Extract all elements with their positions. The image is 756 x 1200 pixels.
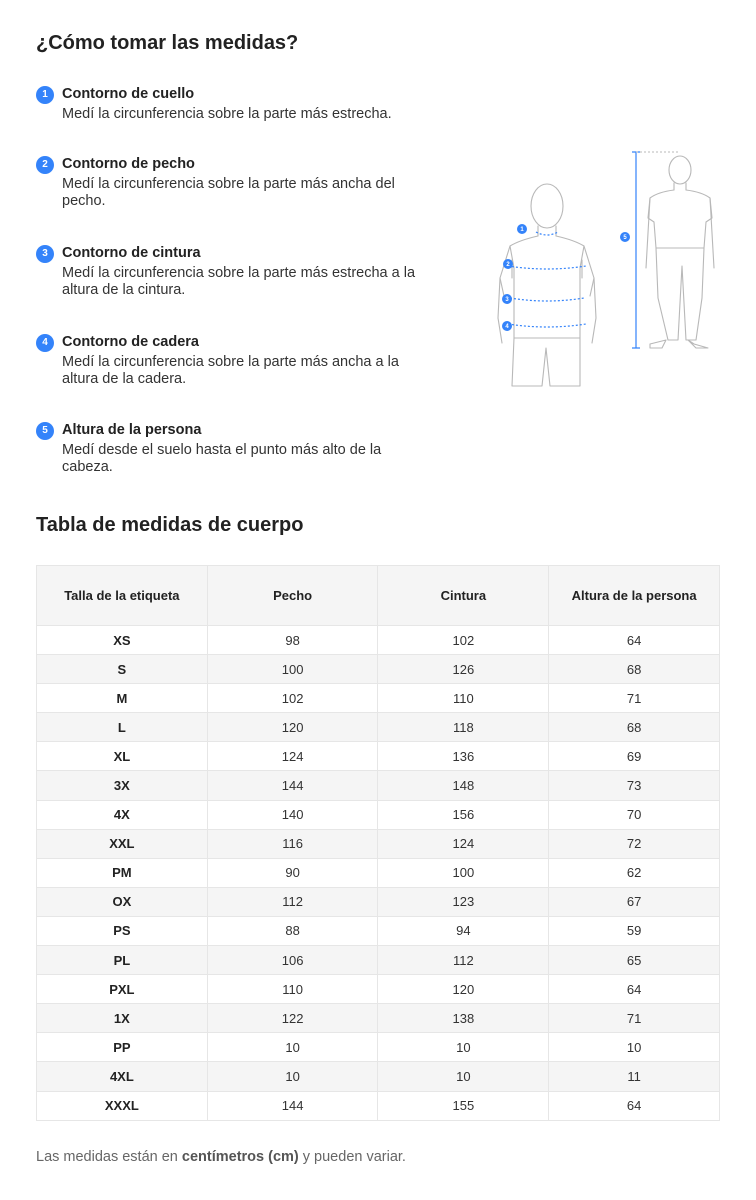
footnote-suffix: y pueden variar. <box>298 1149 406 1165</box>
step-waist <box>36 244 426 299</box>
cell-size: 1X <box>37 1004 208 1033</box>
cell-waist: 123 <box>378 887 549 916</box>
table-row <box>37 1091 720 1120</box>
cell-chest: 98 <box>207 626 378 655</box>
footnote-unit: centímetros (cm) <box>181 1149 299 1165</box>
table-row <box>37 713 720 742</box>
table-row <box>37 916 720 945</box>
cell-height: 64 <box>549 626 720 655</box>
cell-waist: 155 <box>378 1091 549 1120</box>
table-row <box>37 800 720 829</box>
step-chest <box>36 155 426 210</box>
cell-height: 59 <box>549 916 720 945</box>
table-row <box>37 975 720 1004</box>
cell-height: 64 <box>549 1091 720 1120</box>
cell-height: 67 <box>549 887 720 916</box>
cell-size: 4XL <box>37 1062 208 1091</box>
figure-marker-label: 3 <box>505 297 509 303</box>
size-table-body <box>37 626 720 1121</box>
cell-waist: 102 <box>378 626 549 655</box>
step-number-badge: 2 <box>36 156 54 174</box>
step-number-badge: 4 <box>36 334 54 352</box>
cell-chest: 90 <box>207 858 378 887</box>
cell-chest: 10 <box>207 1033 378 1062</box>
cell-waist: 112 <box>378 946 549 975</box>
cell-waist: 136 <box>378 742 549 771</box>
cell-height: 72 <box>549 829 720 858</box>
cell-chest: 144 <box>207 771 378 800</box>
table-row <box>37 684 720 713</box>
cell-chest: 116 <box>207 829 378 858</box>
table-row <box>37 626 720 655</box>
table-row <box>37 858 720 887</box>
step-description: Medí la circunferencia sobre la parte más ancha a la altura de la cadera. <box>62 354 399 387</box>
cell-chest: 140 <box>207 800 378 829</box>
header-height: Altura de la persona <box>549 566 720 626</box>
table-row <box>37 887 720 916</box>
table-row <box>37 655 720 684</box>
step-title: Contorno de cintura <box>62 245 201 261</box>
footnote-prefix: Las medidas están en <box>36 1149 182 1165</box>
figure-marker-label: 5 <box>623 235 627 241</box>
cell-height: 71 <box>549 684 720 713</box>
units-footnote <box>36 1149 406 1165</box>
cell-chest: 122 <box>207 1004 378 1033</box>
cell-waist: 118 <box>378 713 549 742</box>
cell-height: 65 <box>549 946 720 975</box>
cell-waist: 94 <box>378 916 549 945</box>
cell-height: 70 <box>549 800 720 829</box>
cell-waist: 120 <box>378 975 549 1004</box>
cell-chest: 102 <box>207 684 378 713</box>
cell-chest: 120 <box>207 713 378 742</box>
cell-waist: 10 <box>378 1033 549 1062</box>
step-description: Medí la circunferencia sobre la parte más estrecha a la altura de la cintura. <box>62 265 416 298</box>
step-neck <box>36 85 392 123</box>
cell-height: 71 <box>549 1004 720 1033</box>
cell-size: OX <box>37 887 208 916</box>
cell-size: PL <box>37 946 208 975</box>
figure-marker-label: 2 <box>506 262 510 268</box>
table-row <box>37 1062 720 1091</box>
cell-chest: 100 <box>207 655 378 684</box>
cell-height: 69 <box>549 742 720 771</box>
step-number-badge: 1 <box>36 86 54 104</box>
header-size-label: Talla de la etiqueta <box>37 566 208 626</box>
table-row <box>37 1004 720 1033</box>
cell-size: 4X <box>37 800 208 829</box>
step-title: Contorno de cadera <box>62 334 199 350</box>
cell-height: 11 <box>549 1062 720 1091</box>
body-measurement-illustration <box>490 148 720 393</box>
step-description: Medí desde el suelo hasta el punto más alto de la cabeza. <box>62 442 382 475</box>
cell-height: 68 <box>549 713 720 742</box>
cell-size: PP <box>37 1033 208 1062</box>
cell-size: XL <box>37 742 208 771</box>
step-title: Altura de la persona <box>62 422 202 438</box>
cell-waist: 148 <box>378 771 549 800</box>
table-row <box>37 1033 720 1062</box>
step-number-badge: 5 <box>36 422 54 440</box>
cell-size: XS <box>37 626 208 655</box>
cell-chest: 88 <box>207 916 378 945</box>
step-hip <box>36 333 426 388</box>
cell-height: 62 <box>549 858 720 887</box>
cell-size: 3X <box>37 771 208 800</box>
cell-size: S <box>37 655 208 684</box>
size-table <box>36 565 720 1121</box>
cell-chest: 10 <box>207 1062 378 1091</box>
size-table-title: Tabla de medidas de cuerpo <box>36 514 304 536</box>
cell-height: 73 <box>549 771 720 800</box>
cell-waist: 126 <box>378 655 549 684</box>
table-header-row <box>37 566 720 626</box>
header-waist: Cintura <box>378 566 549 626</box>
step-number-badge: 3 <box>36 245 54 263</box>
cell-chest: 112 <box>207 887 378 916</box>
cell-height: 68 <box>549 655 720 684</box>
table-row <box>37 771 720 800</box>
cell-size: M <box>37 684 208 713</box>
cell-size: PM <box>37 858 208 887</box>
step-description: Medí la circunferencia sobre la parte más ancha del pecho. <box>62 176 395 209</box>
cell-waist: 156 <box>378 800 549 829</box>
cell-waist: 110 <box>378 684 549 713</box>
header-chest: Pecho <box>207 566 378 626</box>
step-title: Contorno de pecho <box>62 156 195 172</box>
cell-chest: 144 <box>207 1091 378 1120</box>
cell-size: L <box>37 713 208 742</box>
cell-size: XXXL <box>37 1091 208 1120</box>
cell-chest: 110 <box>207 975 378 1004</box>
step-description: Medí la circunferencia sobre la parte más estrecha. <box>62 106 392 122</box>
table-row <box>37 946 720 975</box>
step-height <box>36 421 426 476</box>
cell-size: PS <box>37 916 208 945</box>
cell-size: PXL <box>37 975 208 1004</box>
figure-marker-label: 1 <box>520 227 524 233</box>
cell-waist: 100 <box>378 858 549 887</box>
cell-chest: 106 <box>207 946 378 975</box>
cell-height: 10 <box>549 1033 720 1062</box>
cell-waist: 124 <box>378 829 549 858</box>
cell-chest: 124 <box>207 742 378 771</box>
cell-waist: 138 <box>378 1004 549 1033</box>
cell-waist: 10 <box>378 1062 549 1091</box>
table-row <box>37 742 720 771</box>
how-to-measure-title: ¿Cómo tomar las medidas? <box>36 32 299 54</box>
cell-height: 64 <box>549 975 720 1004</box>
cell-size: XXL <box>37 829 208 858</box>
figure-marker-label: 4 <box>505 324 509 330</box>
step-title: Contorno de cuello <box>62 86 195 102</box>
table-row <box>37 829 720 858</box>
